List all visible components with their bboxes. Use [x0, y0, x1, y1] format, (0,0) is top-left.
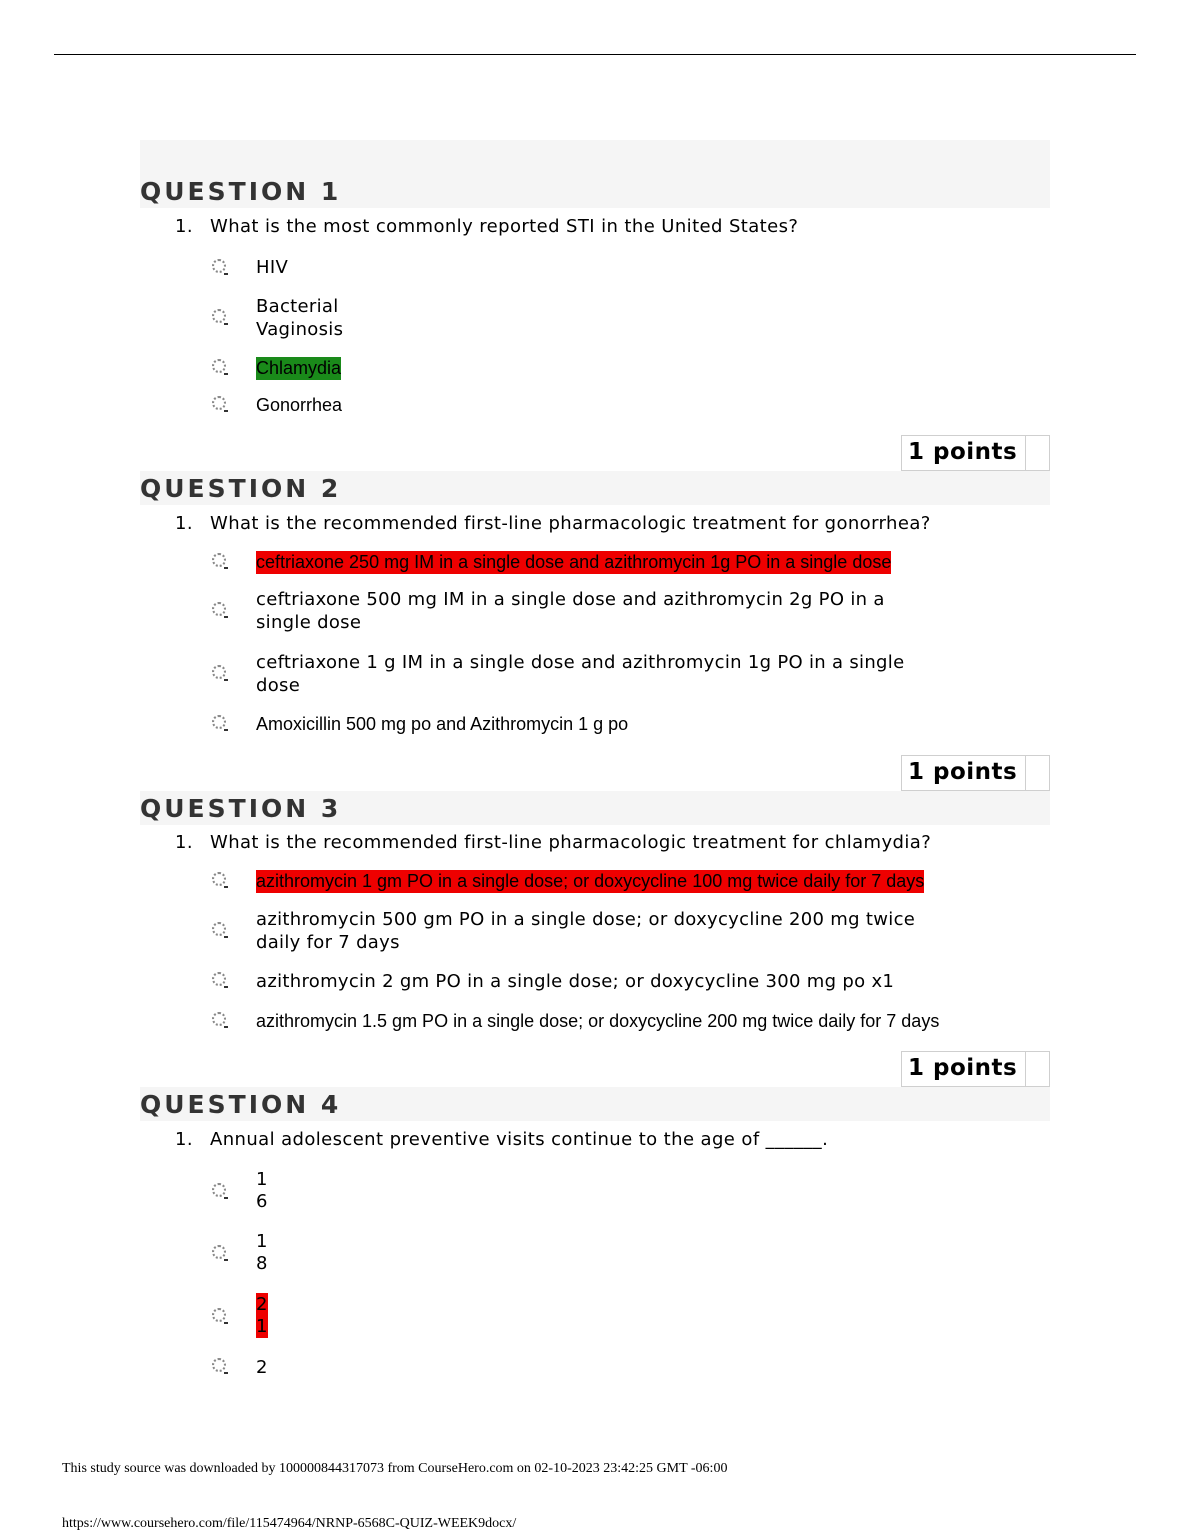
option-label: Bacterial [256, 296, 339, 317]
question-2-stem [175, 513, 931, 534]
question-1-stem [175, 216, 798, 237]
option-label: 1 [256, 1231, 268, 1252]
radio-icon[interactable] [212, 972, 226, 986]
option-label: HIV [256, 257, 289, 278]
option-label: azithromycin 1 gm PO in a single dose; or doxycycline 100 mg twice daily for 7 days [256, 871, 925, 891]
option-label: ceftriaxone 500 mg IM in a single dose and azithromycin 2g PO in a [256, 589, 885, 610]
option-label-line2: daily for 7 days [256, 932, 400, 953]
option-label-line2: 8 [256, 1253, 268, 1274]
points-cell-divider [1025, 436, 1026, 470]
stem-number: 1. [175, 216, 193, 237]
option-label-line2: single dose [256, 612, 362, 633]
points-label: 1 points [908, 759, 1018, 785]
question-2-title: QUESTION 2 [140, 474, 342, 503]
question-2-points [901, 755, 1050, 791]
radio-icon[interactable] [212, 602, 226, 616]
option-label: azithromycin 500 gm PO in a single dose; or doxycycline 200 mg twice [256, 909, 916, 930]
points-cell-divider [1025, 1052, 1026, 1086]
points-label: 1 points [908, 439, 1018, 465]
question-2-text: What is the recommended first-line pharmacologic treatment for gonorrhea? [210, 513, 931, 534]
option-label: 2 [256, 1294, 268, 1315]
question-4-title: QUESTION 4 [140, 1090, 342, 1119]
radio-icon[interactable] [212, 1308, 226, 1322]
radio-icon[interactable] [212, 715, 226, 729]
question-3-stem [175, 832, 931, 853]
points-label: 1 points [908, 1055, 1018, 1081]
question-1-points [901, 435, 1050, 471]
question-4-stem [175, 1129, 828, 1150]
radio-icon[interactable] [212, 359, 226, 373]
stem-number: 1. [175, 513, 193, 534]
radio-icon[interactable] [212, 396, 226, 410]
top-divider [54, 54, 1136, 55]
option-label-line2: dose [256, 675, 301, 696]
option-label: azithromycin 2 gm PO in a single dose; or doxycycline 300 mg po x1 [256, 971, 895, 992]
stem-number: 1. [175, 832, 193, 853]
option-label: Gonorrhea [256, 395, 343, 415]
option-label: Amoxicillin 500 mg po and Azithromycin 1 g po [256, 714, 629, 734]
question-3-text: What is the recommended first-line pharmacologic treatment for chlamydia? [210, 832, 932, 853]
radio-icon[interactable] [212, 872, 226, 886]
option-label-line2: 1 [256, 1316, 268, 1337]
option-label-line2: Vaginosis [256, 319, 344, 340]
radio-icon[interactable] [212, 1012, 226, 1026]
question-3-points [901, 1051, 1050, 1087]
option-label-line2: 6 [256, 1191, 268, 1212]
option-label: azithromycin 1.5 gm PO in a single dose; or doxycycline 200 mg twice daily for 7 days [256, 1011, 940, 1031]
option-label: ceftriaxone 250 mg IM in a single dose and azithromycin 1g PO in a single dose [256, 552, 892, 572]
option-label: 1 [256, 1169, 268, 1190]
question-3-title: QUESTION 3 [140, 794, 342, 823]
radio-icon[interactable] [212, 1183, 226, 1197]
radio-icon[interactable] [212, 259, 226, 273]
option-label: Chlamydia [256, 358, 342, 378]
stem-number: 1. [175, 1129, 193, 1150]
points-cell-divider [1025, 756, 1026, 790]
download-notice: This study source was downloaded by 100000844317073 from CourseHero.com on 02-10-2023 23:42:25 GMT -06:00 [62, 1461, 728, 1476]
radio-icon[interactable] [212, 922, 226, 936]
radio-icon[interactable] [212, 553, 226, 567]
option-label: ceftriaxone 1 g IM in a single dose and azithromycin 1g PO in a single [256, 652, 905, 673]
option-label: 2 [256, 1357, 268, 1378]
radio-icon[interactable] [212, 1245, 226, 1259]
radio-icon[interactable] [212, 1358, 226, 1372]
radio-icon[interactable] [212, 665, 226, 679]
question-1-text: What is the most commonly reported STI in the United States? [210, 216, 799, 237]
question-4-text: Annual adolescent preventive visits continue to the age of ______. [210, 1129, 829, 1150]
radio-icon[interactable] [212, 309, 226, 323]
question-1-title: QUESTION 1 [140, 177, 342, 206]
source-url[interactable]: https://www.coursehero.com/file/115474964/NRNP-6568C-QUIZ-WEEK9docx/ [62, 1516, 517, 1531]
